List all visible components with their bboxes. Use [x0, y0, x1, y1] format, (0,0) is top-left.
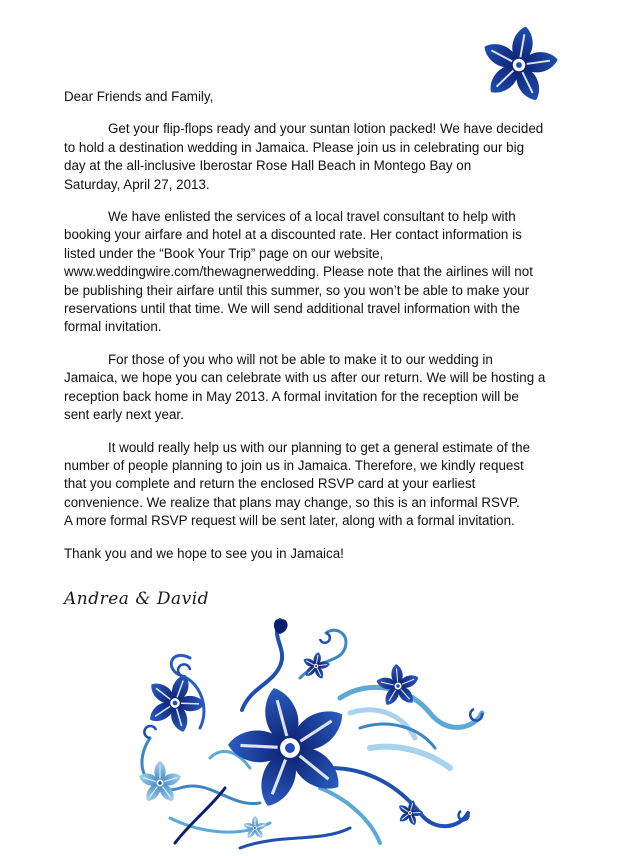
paragraph-line: convenience. We realize that plans may change, so this is an informal RSVP. [64, 494, 520, 510]
flower-icon [243, 816, 268, 840]
paragraph-reception [64, 351, 564, 425]
paragraph-line: reservations until that time. We will send additional travel information with the [64, 301, 520, 317]
paragraph-line: reception back home in May 2013. A formal invitation for the reception will be [64, 388, 519, 404]
paragraph-line: to hold a destination wedding in Jamaica. Please join us in celebrating our big [64, 139, 525, 155]
paragraph-line: that you complete and return the enclosed RSVP card at your earliest [64, 476, 476, 492]
paragraph-line: We have enlisted the services of a local travel consultant to help with [108, 209, 516, 225]
paragraph-line: booking your airfare and hotel at a discounted rate. Her contact information is [64, 227, 522, 243]
paragraph-line: Saturday, April 27, 2013. [64, 176, 210, 192]
paragraph-line: listed under the “Book Your Trip” page on our website, [64, 245, 384, 261]
paragraph-line: www.weddingwire.com/thewagnerwedding. Please note that the airlines will not [64, 264, 533, 280]
paragraph-line: Jamaica, we hope you can celebrate with us after our return. We will be hosting a [64, 370, 546, 386]
paragraph-line: sent early next year. [64, 407, 184, 423]
flower-icon [299, 650, 332, 682]
paragraph-line: It would really help us with our planning to get a general estimate of the [108, 439, 531, 455]
flower-icon [137, 761, 182, 804]
paragraph-line: For those of you who will not be able to make it to our wedding in [108, 351, 493, 367]
paragraph-line: Get your flip-flops ready and your suntan lotion packed! We have decided [108, 121, 544, 137]
paragraph-line: number of people planning to join us in Jamaica. Therefore, we kindly request [64, 457, 524, 473]
floral-swirl-ornament-icon [130, 618, 490, 852]
salutation: Dear Friends and Family, [64, 89, 214, 104]
paragraph-line: A more formal RSVP request will be sent later, along with a formal invitation. [64, 513, 515, 529]
paragraph-line: day at the all-inclusive Iberostar Rose Hall Beach in Montego Bay on [64, 158, 472, 174]
paragraph-travel [64, 208, 564, 337]
paragraph-line: formal invitation. [64, 319, 162, 335]
signature: Andrea & David [64, 589, 210, 609]
paragraph-destination [64, 120, 564, 194]
flower-icon [136, 664, 214, 740]
paragraph-rsvp [64, 439, 564, 531]
paragraph-line: be publishing their airfare until this summer, so you won’t be able to make your [64, 282, 530, 298]
letter-body [64, 88, 564, 571]
closing-line: Thank you and we hope to see you in Jamaica! [64, 545, 344, 561]
